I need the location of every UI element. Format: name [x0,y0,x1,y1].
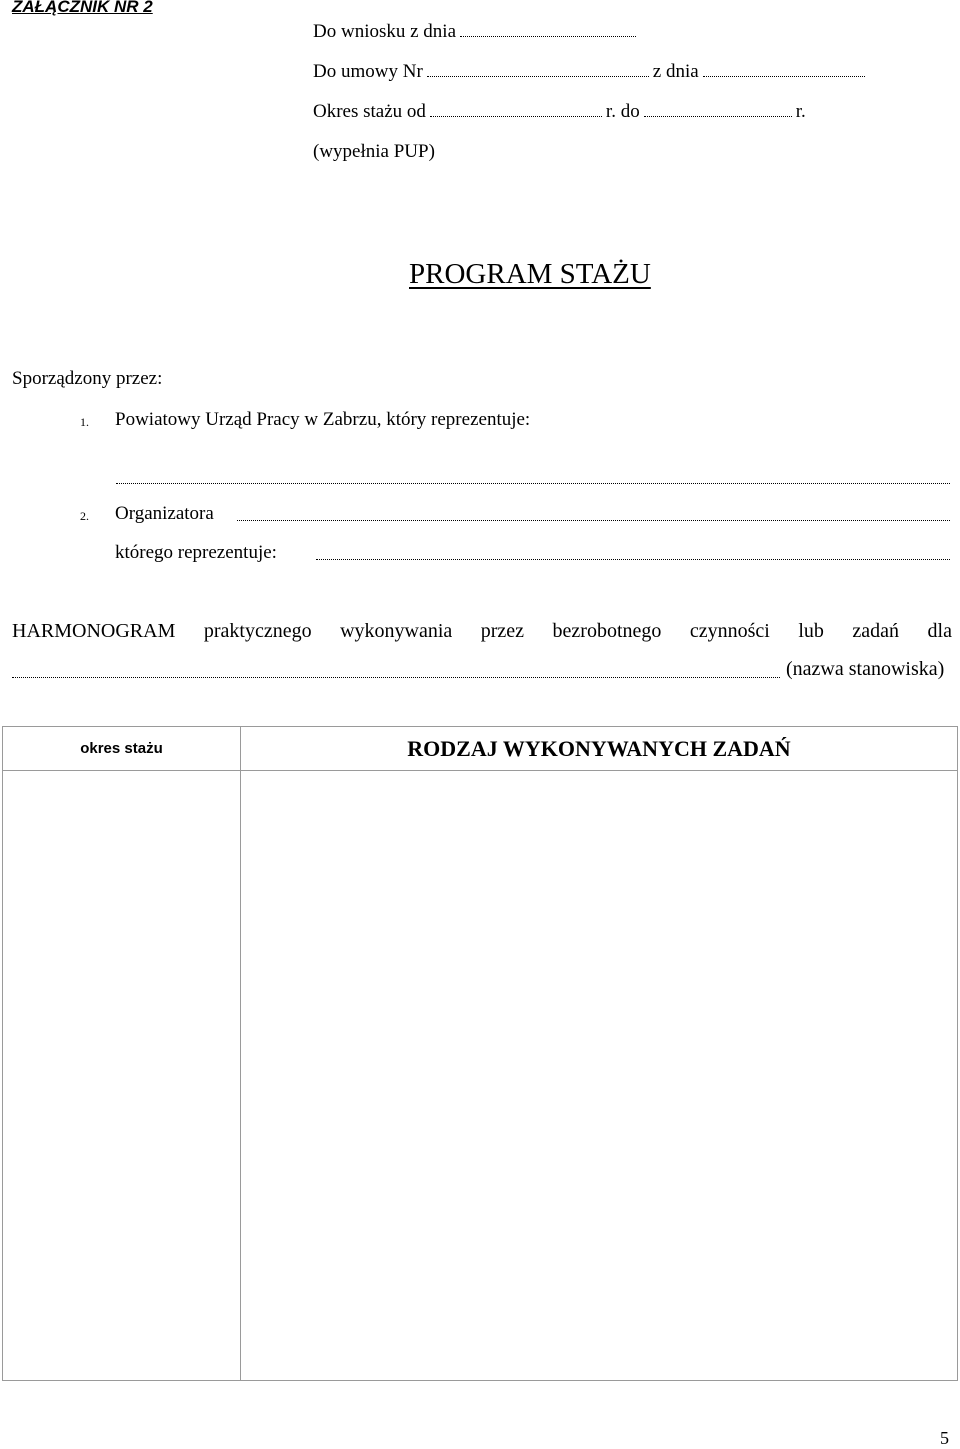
tasks-column-header: RODZAJ WYKONYWANYCH ZADAŃ [241,727,958,771]
contract-no-field[interactable] [427,75,649,77]
internship-period-line [313,101,806,123]
item1-number: 1. [80,415,89,429]
item2-line [115,503,214,525]
document-title: PROGRAM STAŻU [409,258,651,290]
harmonogram-word: praktycznego [203,620,312,642]
filled-by-note: (wypełnia PUP) [313,141,435,162]
harmonogram-word: lub [798,620,824,642]
harmonogram-line [12,620,952,643]
application-date-label: Do wniosku z dnia [313,21,457,42]
period-from-label: Okres stażu od [313,101,426,122]
harmonogram-word: zadań [852,620,900,642]
contract-line [313,61,869,83]
harmonogram-word: przez [480,620,525,642]
harmonogram-word: HARMONOGRAM [12,620,176,642]
item1-text: Powiatowy Urząd Pracy w Zabrzu, który reprezentuje: [115,409,531,430]
period-cell[interactable] [3,771,241,1381]
period-end-suffix: r. [795,101,806,122]
schedule-body-row [3,771,958,1381]
period-to-label: r. do [605,101,640,122]
tasks-cell[interactable] [241,771,958,1381]
organizer-field[interactable] [237,519,950,521]
contract-date-label: z dnia [652,61,699,82]
application-date-field[interactable] [460,35,636,37]
representative-field[interactable] [116,482,950,484]
attachment-label: ZAŁĄCZNIK NR 2 [12,0,153,16]
position-name-field[interactable] [12,676,780,678]
position-name-label: (nazwa stanowiska) [786,658,945,680]
period-from-field[interactable] [430,115,602,117]
harmonogram-word: wykonywania [340,620,453,642]
harmonogram-word: czynności [689,620,770,642]
contract-date-field[interactable] [703,75,865,77]
harmonogram-word: bezrobotnego [552,620,662,642]
schedule-table [2,726,958,1381]
page-number: 5 [940,1428,949,1448]
organizer-representative-label: którego reprezentuje: [115,542,277,563]
period-column-header: okres stażu [3,727,241,771]
organizer-representative-field[interactable] [316,558,950,560]
schedule-header-row [3,727,958,771]
period-to-field[interactable] [644,115,792,117]
contract-no-label: Do umowy Nr [313,61,423,82]
harmonogram-word: dla [927,620,952,642]
prepared-by-label: Sporządzony przez: [12,368,163,389]
organizer-label: Organizatora [115,503,214,524]
application-date-line [313,21,640,43]
item2-number: 2. [80,509,89,523]
